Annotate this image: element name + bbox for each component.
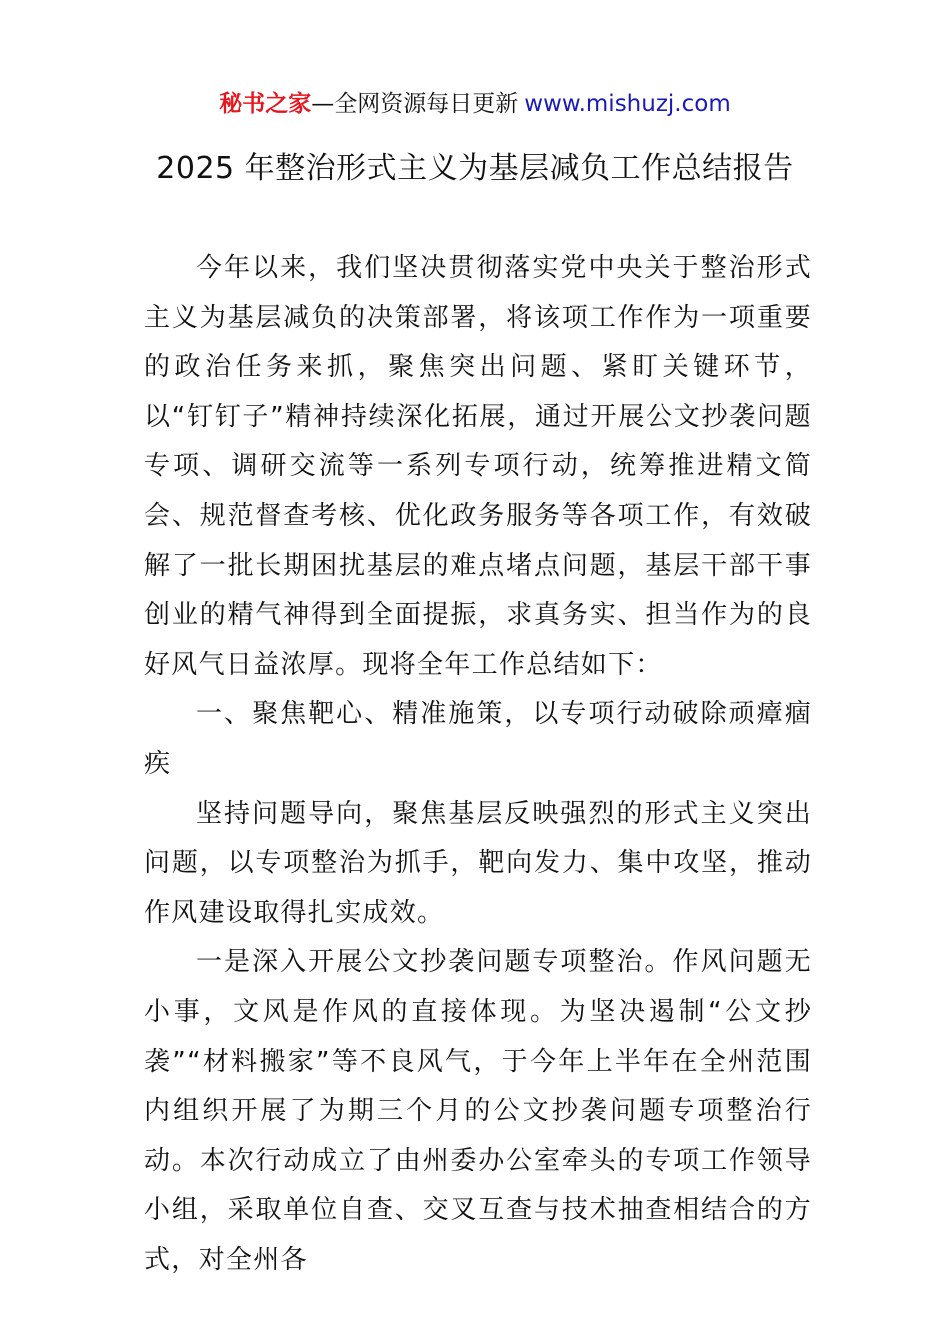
section-heading: 一、聚焦靶心、精准施策，以专项行动破除顽瘴痼疾 [144, 699, 812, 779]
site-header-banner [0, 86, 950, 122]
brand-name: 秘书之家 [219, 91, 312, 117]
document-title: 2025 年整治形式主义为基层减负工作总结报告 [156, 151, 794, 186]
site-slogan: —全网资源每日更新 [311, 91, 519, 117]
document-body [144, 244, 812, 1285]
item-paragraph: 一是深入开展公文抄袭问题专项整治。作风问题无小事，文风是作风的直接体现。为坚决遏制“公文抄袭”“材料搬家”等不良风气，于今年上半年在全州范围内组织开展了为期三个月的公文抄袭问题专项整治行动。本次行动成立了由州委办公室牵头的专项工作领导小组，采取单位自查、交叉互查与技术抽查相结合的方式，对全州各 [144, 947, 812, 1275]
site-url-link[interactable]: www.mishuzj.com [524, 91, 731, 117]
section-summary-paragraph: 坚持问题导向，聚焦基层反映强烈的形式主义突出问题，以专项整治为抓手，靶向发力、集中攻坚，推动作风建设取得扎实成效。 [144, 798, 812, 928]
intro-paragraph: 今年以来，我们坚决贯彻落实党中央关于整治形式主义为基层减负的决策部署，将该项工作作为一项重要的政治任务来抓，聚焦突出问题、紧盯关键环节，以“钉钉子”精神持续深化拓展，通过开展公文抄袭问题专项、调研交流等一系列专项行动，统筹推进精文简会、规范督查考核、优化政务服务等各项工作，有效破解了一批长期困扰基层的难点堵点问题，基层干部干事创业的精气神得到全面提振，求真务实、担当作为的良好风气日益浓厚。现将全年工作总结如下： [144, 253, 812, 680]
